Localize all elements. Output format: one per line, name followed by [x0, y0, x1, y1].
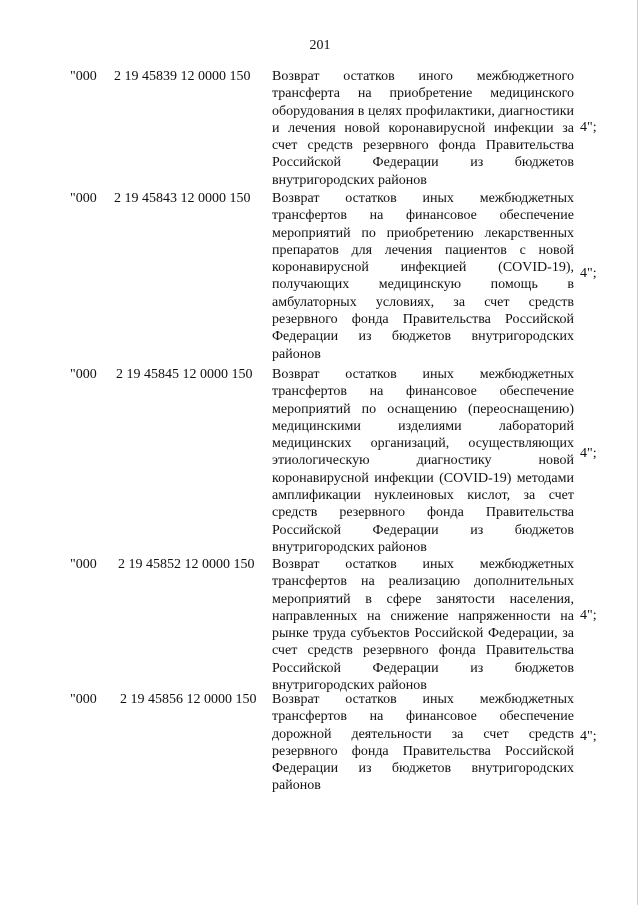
row-description: Возврат остатков иных межбюджетных трансфертов на реализацию дополнительных мероприятий в сфере занятости населения, направленных на снижение напряженности на рынке труда субъектов Российской Федерации, за счет средств резервного фонда Правительства Российской Федерации из бюджетов внутригородских районов	[272, 557, 574, 694]
row-value: 4";	[580, 446, 597, 461]
row-description: Возврат остатков иных межбюджетных трансфертов на финансовое обеспечение мероприятий по оснащению (переоснащению) медицинскими изделиями лабораторий медицинских организаций, осуществляющих этиологическую диагностику новой коронавирусной инфекции (COVID-19) методами амплификации нуклеиновых кислот, за счет средств резервного фонда Правительства Российской Федерации из бюджетов внутригородских районов	[272, 367, 574, 555]
row-prefix: "000	[70, 367, 97, 382]
row-description: Возврат остатков иного межбюджетного трансферта на приобретение медицинского оборудования в целях профилактики, диагностики и лечения новой коронавирусной инфекции за счет средств резервного фонда Правительства Российской Федерации из бюджетов внутригородских районов	[272, 69, 574, 188]
row-description: Возврат остатков иных межбюджетных трансфертов на финансовое обеспечение мероприятий по приобретению лекарственных препаратов для лечения пациентов с новой коронавирусной инфекцией (COVID-19), получающих медицинскую помощь в амбулаторных условиях, за счет средств резервного фонда Правительства Российской Федерации из бюджетов внутригородских районов	[272, 191, 574, 362]
row-value: 4";	[580, 729, 597, 744]
row-value: 4";	[580, 608, 597, 623]
row-description: Возврат остатков иных межбюджетных трансфертов на финансовое обеспечение дорожной деятельности за счет средств резервного фонда Правительства Российской Федерации из бюджетов внутригородских районов	[272, 692, 574, 794]
budget-code: 2 19 45845 12 0000 150	[116, 367, 253, 382]
budget-code: 2 19 45839 12 0000 150	[114, 69, 251, 84]
row-prefix: "000	[70, 69, 97, 84]
scan-edge-line	[637, 0, 638, 905]
budget-code: 2 19 45843 12 0000 150	[114, 191, 251, 206]
budget-code: 2 19 45852 12 0000 150	[118, 557, 255, 572]
row-prefix: "000	[70, 557, 97, 572]
row-value: 4";	[580, 120, 597, 135]
row-value: 4";	[580, 266, 597, 281]
row-prefix: "000	[70, 191, 97, 206]
page-number: 201	[309, 38, 331, 53]
row-prefix: "000	[70, 692, 97, 707]
budget-code: 2 19 45856 12 0000 150	[120, 692, 257, 707]
